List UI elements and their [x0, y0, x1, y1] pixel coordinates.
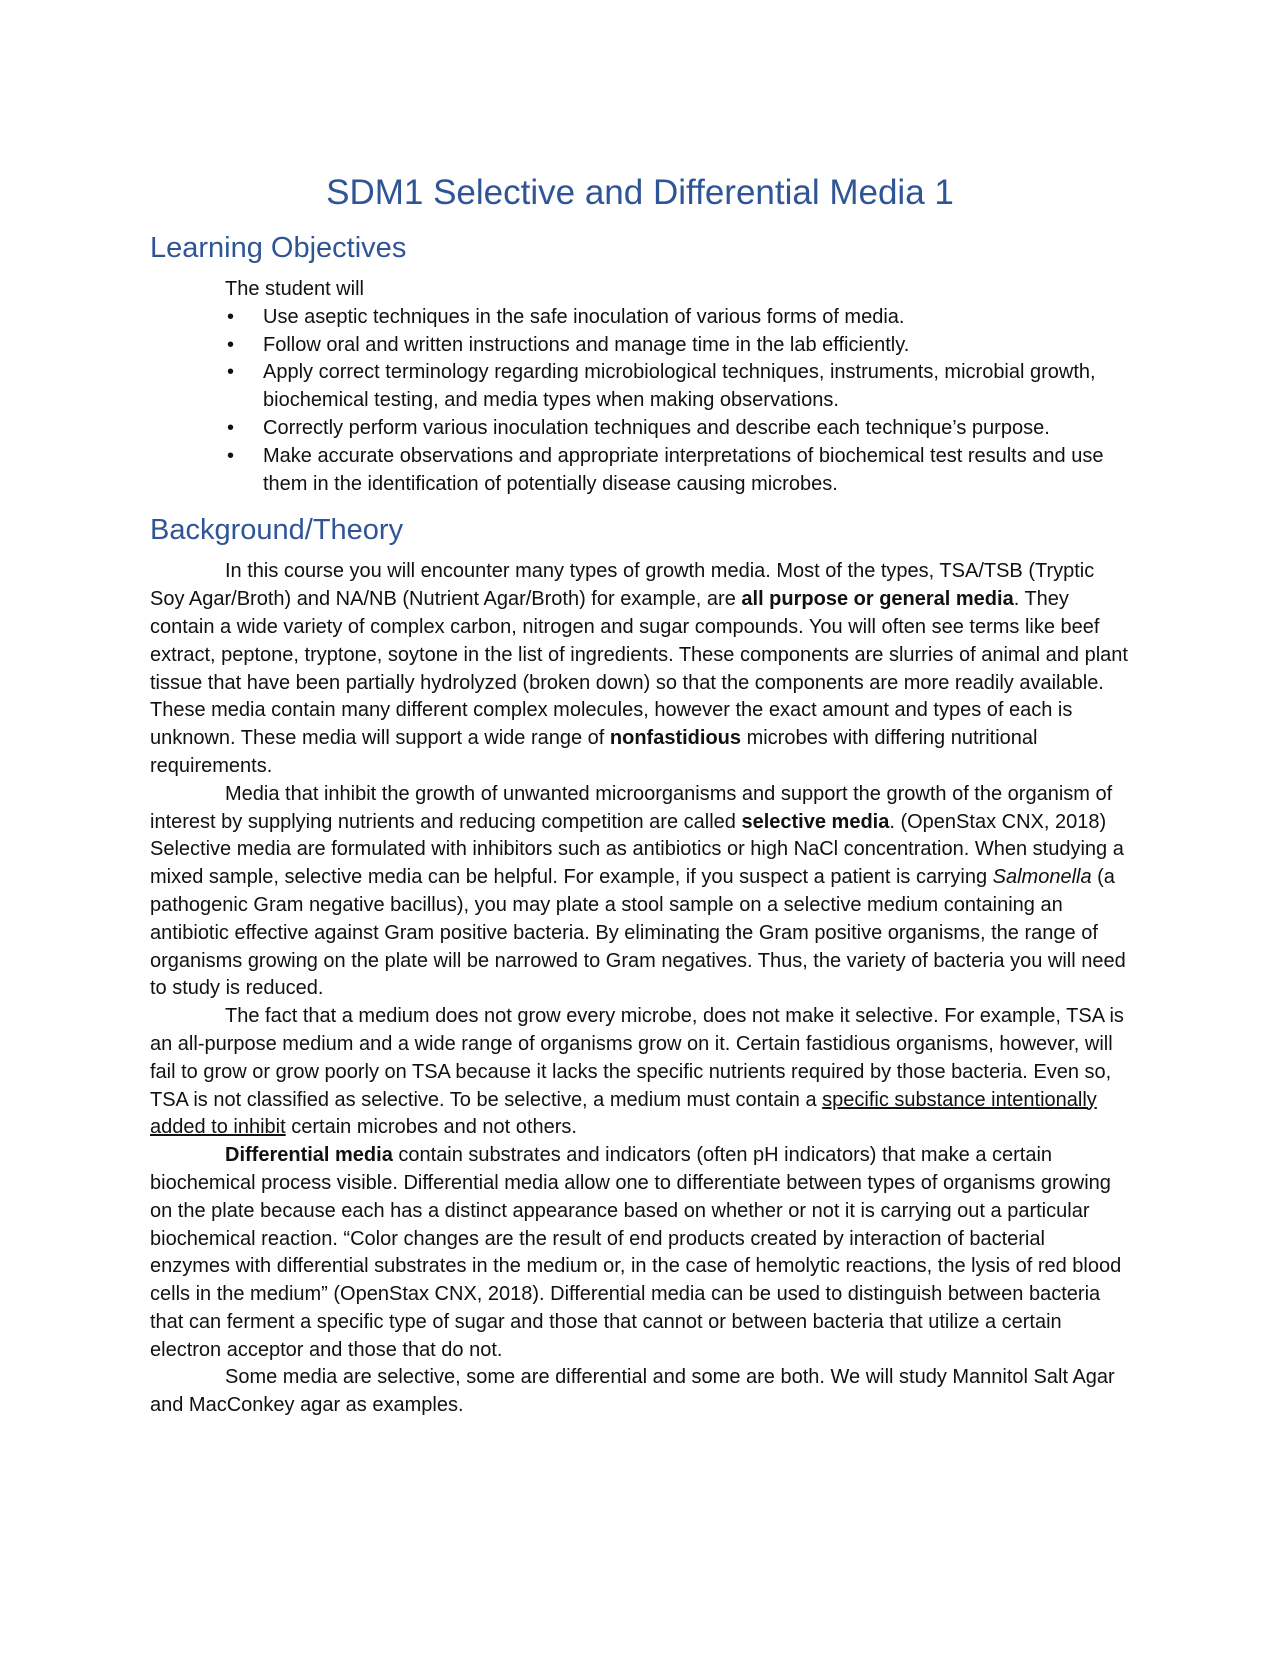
objective-item [225, 332, 1130, 360]
background-theory-heading: Background/Theory [150, 514, 404, 547]
objective-item [225, 443, 1130, 499]
p2-text-c: . (OpenStax CNX, 2018) Selective media are formulated with inhibitors such as antibiotics or high NaCl concentration. When studying a mixed sample, selective media can be helpful. For example, if you suspect a patient is carrying [150, 810, 1124, 889]
p1-text-c: . They contain a wide variety of complex carbon, nitrogen and sugar compounds. You will often see terms like beef extract, peptone, tryptone, soytone in the list of ingredients. These components are slurries of animal and plant tissue that have been partially hydrolyzed (broken down) so that the components are more readily available. These media contain many different complex molecules, however the exact amount and types of each is unknown. These media will support a wide range of [150, 588, 1128, 750]
p5-text-a: Some media are selective, some are differential and some are both. We will study Mannitol Salt Agar and MacConkey agar as examples. [150, 1366, 1115, 1417]
objective-item [225, 415, 1130, 443]
objective-text: Correctly perform various inoculation techniques and describe each technique’s purpose. [263, 416, 1050, 439]
p4-text-b: contain substrates and indicators (often pH indicators) that make a certain biochemical process visible. Differential media allow one to differentiate between types of organisms growing on the plate because each has a distinct appearance based on whether or not it is carrying out a particular biochemical reaction. “Color changes are the result of end products created by interaction of bacterial enzymes with differential substrates in the medium or, in the case of hemolytic reactions, the lysis of red blood cells in the medium” (OpenStax CNX, 2018). Differential media can be used to distinguish between bacteria that can ferment a specific type of sugar and those that cannot or between bacteria that utilize a certain electron acceptor and those that do not. [150, 1144, 1122, 1361]
bullet-icon: • [227, 361, 235, 384]
objectives-list [225, 304, 1130, 499]
learning-objectives-heading: Learning Objectives [150, 232, 407, 264]
p3-underlined-phrase: specific substance intentionally added to inhibit [150, 1088, 1097, 1139]
objectives-intro: The student will [225, 278, 364, 300]
bullet-icon: • [227, 333, 235, 356]
document-page [150, 172, 1130, 1420]
background-paragraph-1 [150, 558, 1130, 780]
background-paragraph-4 [150, 1142, 1130, 1364]
p2-bold-term-selective-media: selective media [741, 810, 890, 833]
document-title: SDM1 Selective and Differential Media 1 [326, 173, 954, 212]
p3-text-c: certain microbes and not others. [285, 1116, 577, 1139]
objective-text: Make accurate observations and appropriate interpretations of biochemical test results and use them in the identification of potentially disease causing microbes. [263, 444, 1104, 495]
p2-italic-salmonella: Salmonella [992, 866, 1092, 889]
p2-text-a: Media that inhibit the growth of unwanted microorganisms and support the growth of the organism of interest by supplying nutrients and reducing competition are called [150, 782, 1113, 833]
objective-item [225, 304, 1130, 332]
bullet-icon: • [227, 305, 235, 328]
objective-item [225, 359, 1130, 415]
background-paragraph-3 [150, 1003, 1130, 1142]
objective-text: Follow oral and written instructions and manage time in the lab efficiently. [263, 333, 910, 356]
background-paragraph-5 [150, 1364, 1130, 1420]
bullet-icon: • [227, 444, 235, 467]
p1-text-e: microbes with differing nutritional requirements. [150, 727, 1038, 777]
p1-bold-term-general-media: all purpose or general media [741, 588, 1014, 611]
objective-text: Use aseptic techniques in the safe inoculation of various forms of media. [263, 305, 905, 328]
bullet-icon: • [227, 416, 235, 439]
p2-text-e: (a pathogenic Gram negative bacillus), you may plate a stool sample on a selective medium containing an antibiotic effective against Gram positive bacteria. By eliminating the Gram positive organisms, the range of organisms growing on the plate will be narrowed to Gram negatives. Thus, the variety of bacteria you will need to study is reduced. [150, 866, 1126, 1000]
background-paragraph-2 [150, 781, 1130, 1003]
p1-bold-term-nonfastidious: nonfastidious [609, 727, 742, 750]
p3-text-a: The fact that a medium does not grow every microbe, does not make it selective. For example, TSA is an all-purpose medium and a wide range of organisms grow on it. Certain fastidious organisms, however, will fail to grow or grow poorly on TSA because it lacks the specific nutrients required by those bacteria. Even so, TSA is not classified as selective. To be selective, a medium must contain a [150, 1005, 1124, 1111]
p1-text-a: In this course you will encounter many types of growth media. Most of the types, TSA/TSB (Tryptic Soy Agar/Broth) and NA/NB (Nutrient Agar/Broth) for example, are [150, 560, 1095, 611]
objective-text: Apply correct terminology regarding microbiological techniques, instruments, microbial growth, biochemical testing, and media types when making observations. [263, 361, 1096, 412]
p4-bold-term-differential-media: Differential media [225, 1144, 393, 1167]
